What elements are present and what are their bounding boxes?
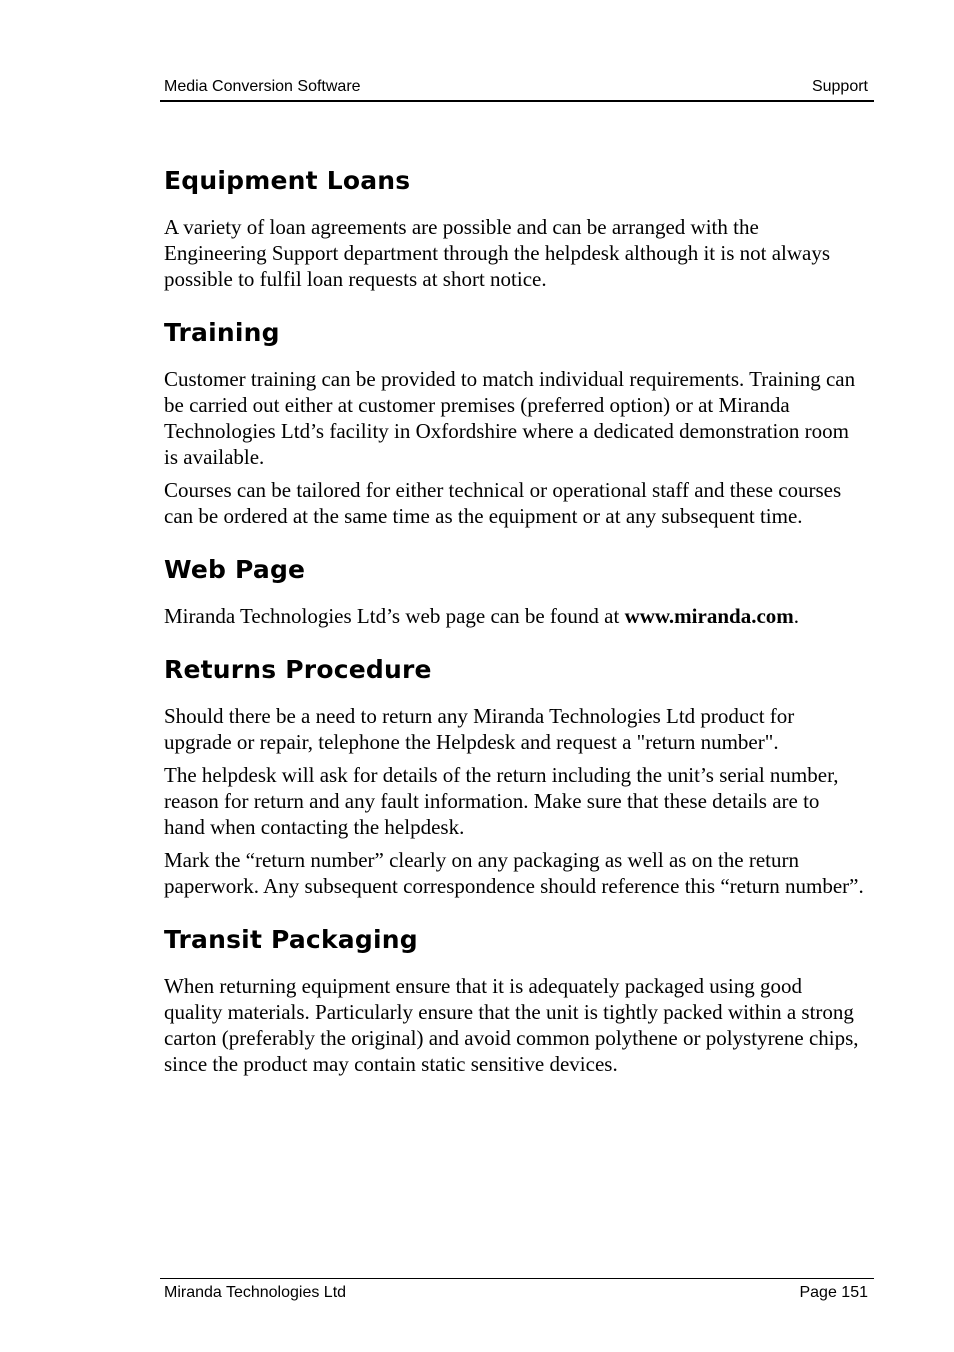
header-chapter-title: Support — [811, 78, 868, 95]
paragraph: The helpdesk will ask for details of the return including the unit’s serial number, reason for return and any fault information. Make sure that these details are to hand when contacting the helpdesk. — [164, 763, 839, 839]
section-equipment-loans — [164, 164, 864, 292]
paragraph — [164, 603, 864, 629]
running-footer — [160, 1278, 874, 1307]
paragraph: Should there be a need to return any Miranda Technologies Ltd product for upgrade or repair, telephone the Helpdesk and request a "return number". — [164, 704, 795, 754]
website-link[interactable]: www.miranda.com — [624, 604, 794, 628]
header-document-title: Media Conversion Software — [164, 78, 361, 95]
web-page-text-end: . — [793, 604, 800, 628]
paragraph: Customer training can be provided to match individual requirements. Training can be carried out either at customer premises (preferred option) or at Miranda Technologies Ltd’s facility in Oxfordshire where a dedicated demonstration room is available. — [164, 367, 856, 469]
page-body — [164, 164, 864, 1084]
section-web-page — [164, 553, 864, 629]
section-heading: Transit Packaging — [164, 925, 418, 954]
page-number: Page 151 — [799, 1284, 868, 1301]
web-page-text: Miranda Technologies Ltd’s web page can be found at — [164, 604, 625, 628]
running-header — [160, 76, 874, 102]
paragraph: Courses can be tailored for either technical or operational staff and these courses can be ordered at the same time as the equipment or at any subsequent time. — [164, 478, 842, 528]
paragraph: When returning equipment ensure that it is adequately packaged using good quality materials. Particularly ensure that the unit is tightly packed within a strong carton (preferably the original) and avoid common polythene or polystyrene chips, since the product may contain static sensitive devices. — [164, 974, 859, 1076]
section-training — [164, 316, 864, 529]
section-heading: Training — [164, 318, 280, 347]
section-returns-procedure — [164, 653, 864, 899]
paragraph: A variety of loan agreements are possible and can be arranged with the Engineering Support department through the helpdesk although it is not always possible to fulfil loan requests at short notice. — [164, 215, 831, 291]
section-heading: Returns Procedure — [164, 655, 432, 684]
paragraph: Mark the “return number” clearly on any packaging as well as on the return paperwork. Any subsequent correspondence should reference this “return number”. — [164, 848, 864, 898]
section-heading: Equipment Loans — [164, 166, 411, 195]
section-heading: Web Page — [164, 555, 306, 584]
footer-company-name: Miranda Technologies Ltd — [164, 1284, 347, 1301]
section-transit-packaging — [164, 923, 864, 1077]
